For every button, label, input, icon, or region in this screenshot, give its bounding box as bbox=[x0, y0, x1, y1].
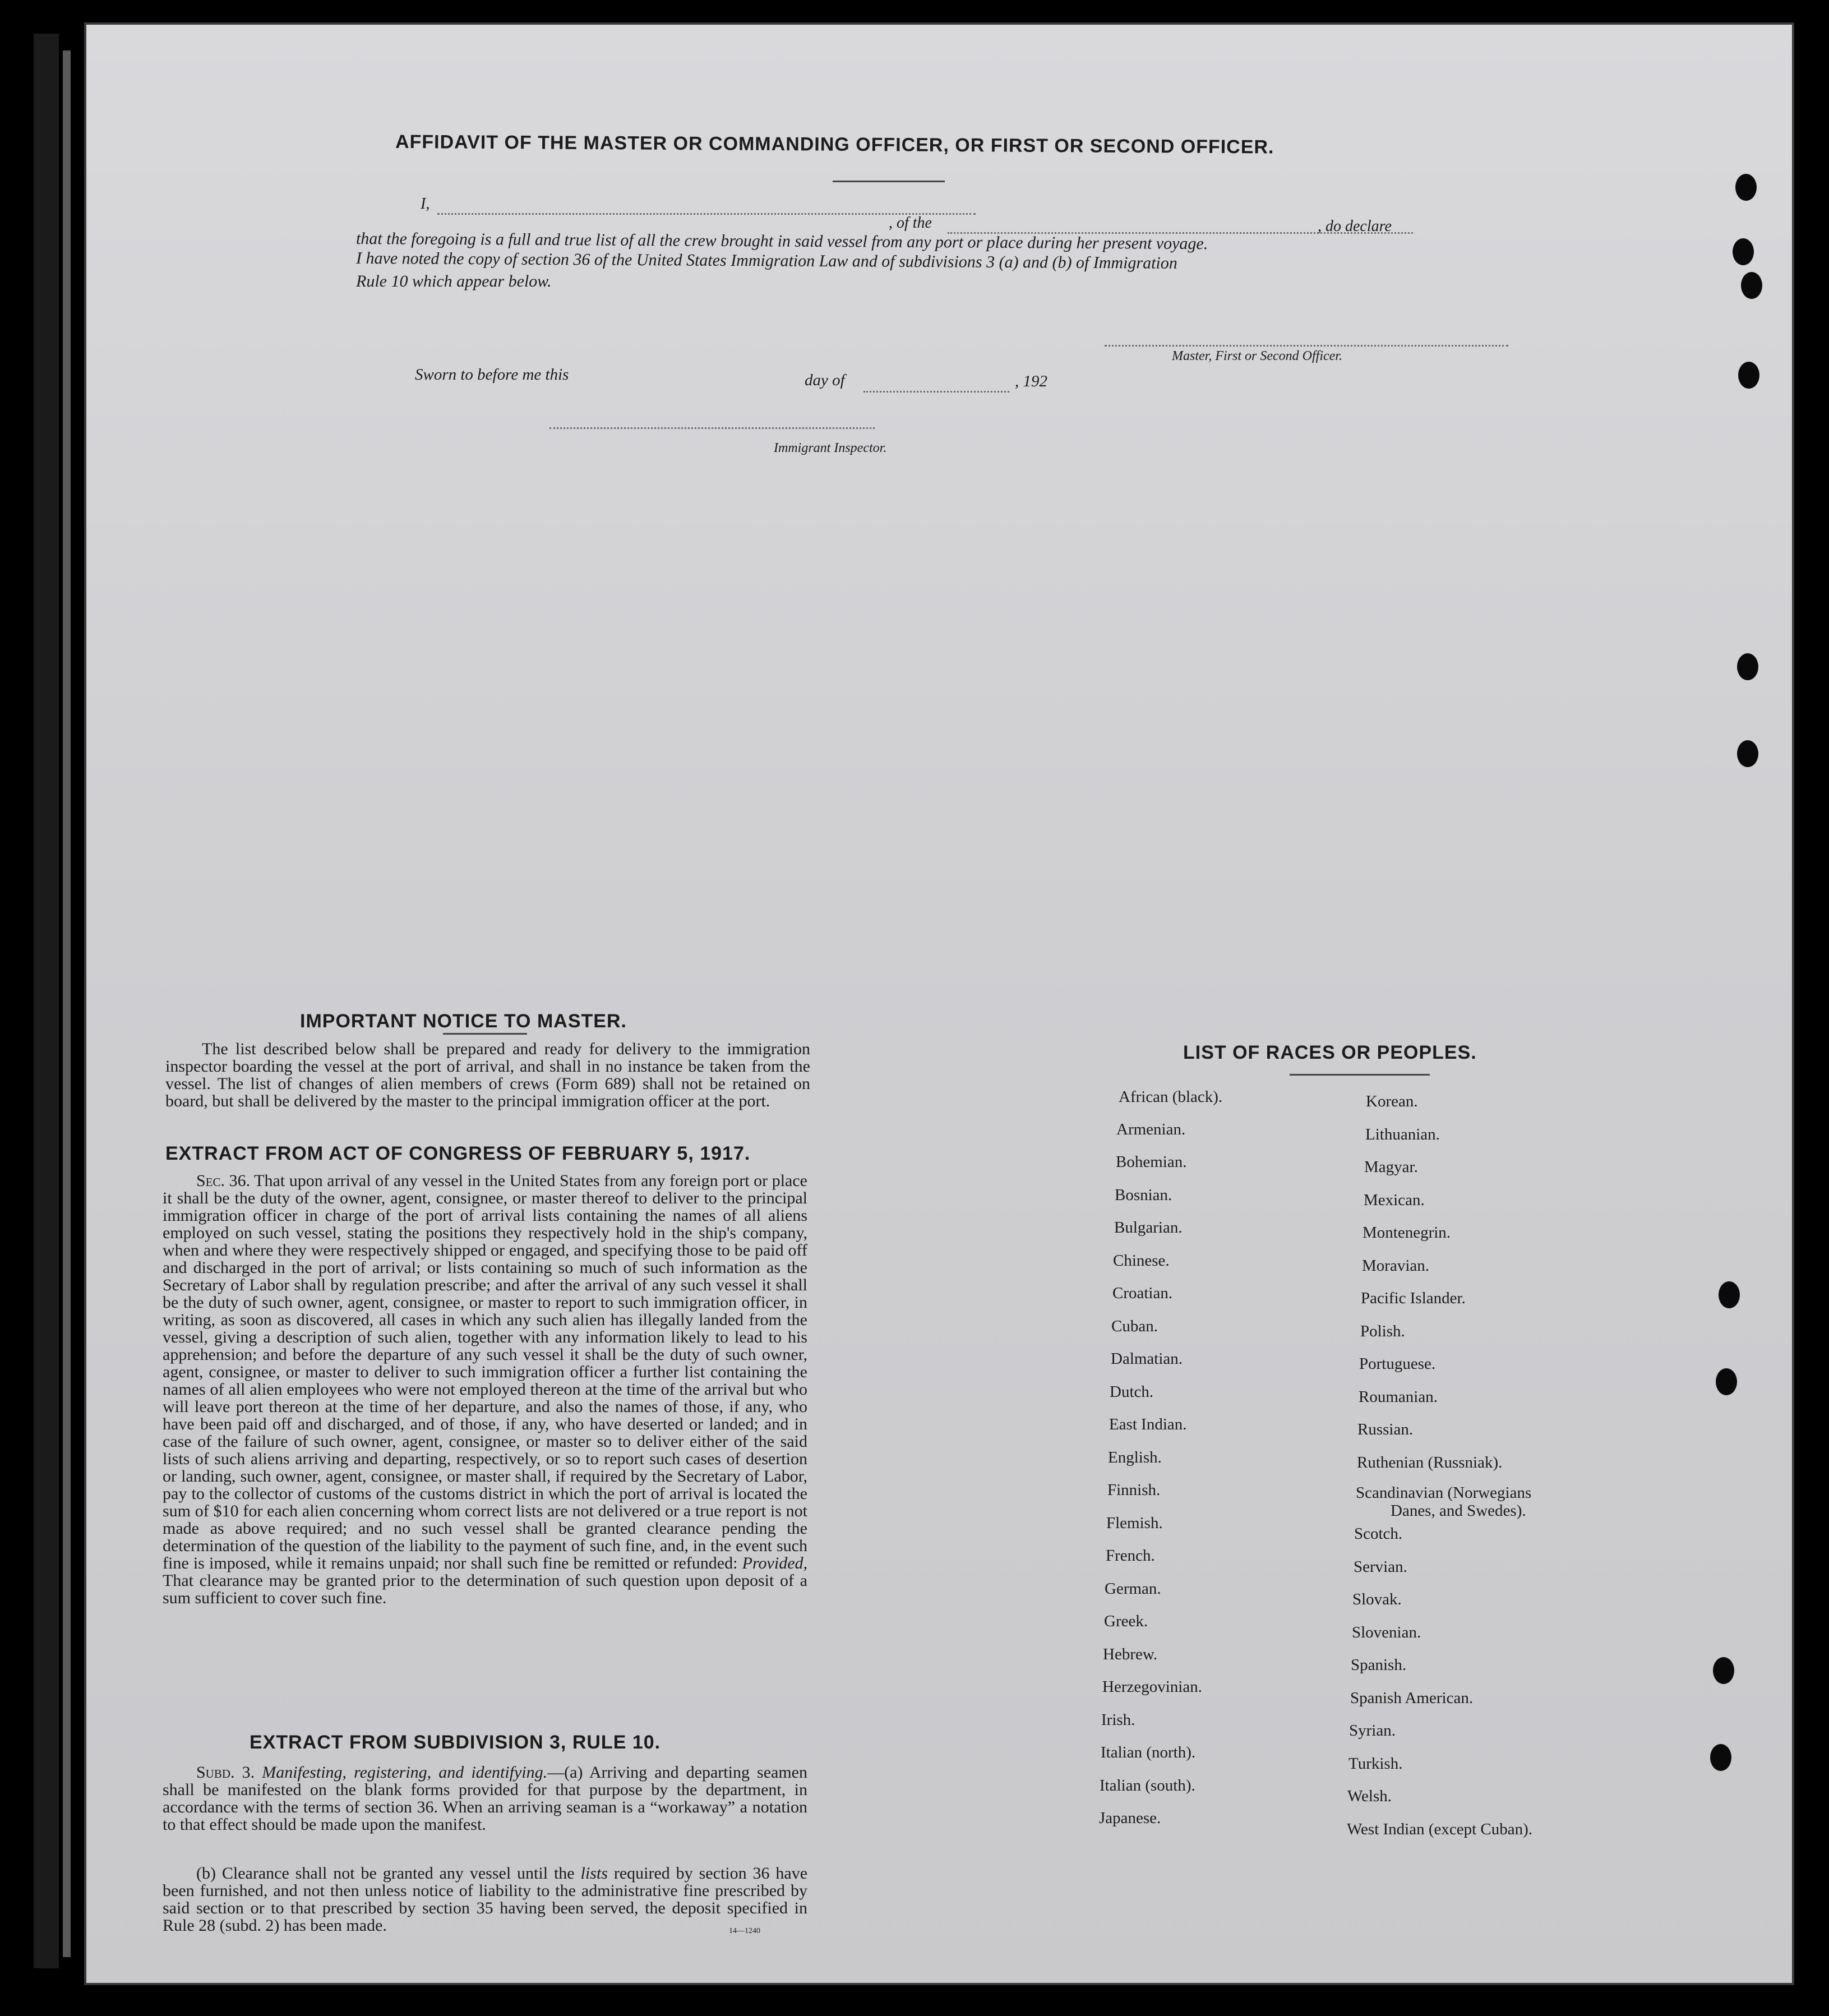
signature-blank[interactable] bbox=[1105, 345, 1508, 347]
rule-title: EXTRACT FROM SUBDIVISION 3, RULE 10. bbox=[250, 1732, 661, 1753]
race-left-item: Chinese. bbox=[1113, 1252, 1170, 1270]
punch-hole bbox=[1738, 362, 1759, 389]
race-left-item: Dalmatian. bbox=[1111, 1350, 1183, 1368]
affidavit-statement-2: I have noted the copy of section 36 of the United States Immigration Law and of subdivisions 3 (a) and (b) of Immigration bbox=[355, 248, 1177, 273]
race-left-item: Italian (north). bbox=[1101, 1743, 1196, 1761]
inspector-label: Immigrant Inspector. bbox=[774, 441, 887, 455]
punch-hole bbox=[1710, 1744, 1731, 1771]
race-left-item: Italian (south). bbox=[1100, 1777, 1195, 1794]
race-left-item: Croatian. bbox=[1112, 1284, 1173, 1302]
notice-text: The list described below shall be prepared and ready for delivery to the immigration inspector boarding the vessel at the port of arrival, and shall in no instance be taken from the vessel. The list of changes of alien members of crews (Form 689) shall not be retained on board, but shall be delivered by the master to the principal immigration officer at the port. bbox=[165, 1040, 810, 1110]
race-right-item: Roumanian. bbox=[1359, 1388, 1438, 1406]
punch-hole bbox=[1737, 740, 1758, 767]
date-blank[interactable] bbox=[863, 391, 1009, 393]
document-page bbox=[84, 22, 1794, 1985]
affidavit-do-declare: , do declare bbox=[1318, 218, 1392, 235]
affidavit-statement-3: Rule 10 which appear below. bbox=[356, 272, 552, 290]
race-right-item: Moravian. bbox=[1362, 1257, 1429, 1275]
race-left-item: Finnish. bbox=[1107, 1481, 1161, 1499]
race-left-item: French. bbox=[1106, 1547, 1155, 1565]
act-provided: Provided, bbox=[742, 1554, 808, 1572]
act-text bbox=[163, 1172, 807, 1607]
rule-subd-label: Subd. 3. bbox=[196, 1763, 255, 1782]
race-left-item: Bohemian. bbox=[1116, 1153, 1187, 1171]
form-code: 14—1240 bbox=[729, 1927, 760, 1935]
rule-subd-heading: Manifesting, registering, and identifying. bbox=[262, 1763, 548, 1782]
race-right-item: Montenegrin. bbox=[1362, 1224, 1451, 1242]
race-right-item: Servian. bbox=[1354, 1558, 1407, 1576]
race-right-item: Welsh. bbox=[1347, 1787, 1392, 1805]
race-right-item: Polish. bbox=[1360, 1322, 1405, 1340]
races-underline bbox=[1290, 1074, 1430, 1076]
rule-para-b-start: (b) Clearance shall not be granted any vessel until the bbox=[196, 1864, 575, 1883]
race-left-item: Dutch. bbox=[1110, 1383, 1154, 1401]
race-left-item: Armenian. bbox=[1116, 1120, 1186, 1138]
affidavit-statement-1: that the foregoing is a full and true list of all the crew brought in said vessel from any port or place during her present voyage. bbox=[355, 229, 1208, 253]
race-left-item: Herzegovinian. bbox=[1102, 1678, 1202, 1696]
race-right-item: Magyar. bbox=[1364, 1158, 1418, 1176]
race-right-item: Spanish. bbox=[1351, 1656, 1407, 1674]
title-underline bbox=[833, 181, 945, 182]
race-left-item: German. bbox=[1105, 1580, 1161, 1598]
race-left-item: East Indian. bbox=[1109, 1415, 1187, 1433]
race-left-item: Flemish. bbox=[1106, 1514, 1163, 1532]
races-title: LIST OF RACES OR PEOPLES. bbox=[1183, 1042, 1477, 1063]
race-left-item: Bulgarian. bbox=[1114, 1219, 1183, 1237]
punch-hole bbox=[1735, 174, 1757, 201]
rule-para-a bbox=[163, 1764, 807, 1833]
punch-hole bbox=[1719, 1281, 1740, 1308]
race-right-item: Russian. bbox=[1357, 1420, 1414, 1438]
race-right-item: West Indian (except Cuban). bbox=[1347, 1820, 1533, 1838]
race-right-item: Slovenian. bbox=[1352, 1623, 1421, 1641]
race-left-item: Greek. bbox=[1104, 1612, 1148, 1630]
act-body-end: That clearance may be granted prior to the determination of such question upon deposit of a sum sufficient to cover such fine. bbox=[163, 1571, 807, 1607]
year-label: , 192 bbox=[1015, 372, 1047, 390]
punch-hole bbox=[1741, 272, 1762, 299]
race-right-item: Pacific Islander. bbox=[1361, 1289, 1466, 1307]
notice-underline bbox=[443, 1033, 527, 1035]
rule-para-b-lists: lists bbox=[580, 1864, 608, 1883]
affidavit-i: I, bbox=[421, 195, 430, 213]
punch-hole bbox=[1713, 1657, 1734, 1684]
race-right-item: Portuguese. bbox=[1359, 1355, 1436, 1373]
rule-para-a-text: —(a) Arriving and departing seamen shall be manifested on the blank forms provided for that purpose by the department, in accordance with the terms of section 36. When an arriving seaman is a “workaway” a notation to that effect should be made upon the manifest. bbox=[163, 1763, 807, 1834]
race-right-item: Scandinavian (Norwegians bbox=[1356, 1484, 1532, 1502]
binding-edge-inner bbox=[63, 50, 71, 1957]
race-right-item: Spanish American. bbox=[1350, 1689, 1474, 1707]
act-title: EXTRACT FROM ACT OF CONGRESS OF FEBRUARY 5, 1917. bbox=[165, 1143, 751, 1164]
race-right-item: Ruthenian (Russniak). bbox=[1357, 1454, 1503, 1471]
affidavit-of-the: , of the bbox=[889, 214, 932, 232]
affidavit-title: AFFIDAVIT OF THE MASTER OR COMMANDING OFFICER, OR FIRST OR SECOND OFFICER. bbox=[395, 131, 1274, 158]
race-left-item: Hebrew. bbox=[1103, 1645, 1158, 1663]
race-left-item: African (black). bbox=[1119, 1088, 1223, 1106]
race-left-item: Bosnian. bbox=[1115, 1186, 1172, 1204]
race-right-item: Slovak. bbox=[1352, 1590, 1402, 1608]
punch-hole bbox=[1716, 1368, 1737, 1395]
race-right-item: Lithuanian. bbox=[1365, 1125, 1440, 1143]
notice-title: IMPORTANT NOTICE TO MASTER. bbox=[300, 1011, 627, 1032]
inspector-blank[interactable] bbox=[549, 427, 875, 429]
race-right-item: Mexican. bbox=[1364, 1191, 1425, 1209]
race-left-item: Japanese. bbox=[1099, 1809, 1161, 1827]
race-left-item: Cuban. bbox=[1111, 1317, 1158, 1335]
race-left-item: Irish. bbox=[1101, 1711, 1135, 1729]
race-right-item: Syrian. bbox=[1349, 1722, 1396, 1740]
signature-label: Master, First or Second Officer. bbox=[1172, 349, 1342, 363]
act-body: That upon arrival of any vessel in the United States from any foreign port or place it shall be the duty of the owner, agent, consignee, or master thereof to deliver to the principal immigration officer in charge of the port of arrival lists containing the names of all aliens employed on such vessel, stating the positions they respectively hold in the ship's company, when and where they were respectively shipped or engaged, and specifying those to be paid off and discharged in the port of arrival; or lists containing so much of such information as the Secretary of Labor shall by regulation prescribe; and after the arrival of any such vessel it shall be the duty of such owner, agent, consignee, or master to report to such immigration officer, in writing, as soon as discovered, all cases in which any such alien has illegally landed from the vessel, giving a description of such alien, together with any information likely to lead to his apprehension; and before the departure of any such vessel it shall be the duty of such owner, agent, consignee, or master to deliver to such immigration officer a further list containing the names of all alien employees who were not employed thereon at the time of the arrival but who will leave port thereon at the time of her departure, and also the names of those, if any, who have been paid off and discharged, and of those, if any, who have deserted or landed; and in case of the failure of such owner, agent, consignee, or master so to deliver either of the said lists of such aliens arriving and departing, respectively, or so to report such cases of desertion or landing, such owner, agent, consignee, or master shall, if required by the Secretary of Labor, pay to the collector of customs of the customs district in which the port of arrival is located the sum of $10 for each alien concerning whom correct lists are not delivered or a true report is not made as above required; and no such vessel shall be granted clearance pending the determination of the question of the liability to the payment of such fine, and, in the event such fine is imposed, while it remains unpaid; nor shall such fine be remitted or refunded: bbox=[163, 1171, 807, 1572]
rule-para-b bbox=[163, 1865, 807, 1934]
binding-edge bbox=[34, 34, 59, 1968]
race-right-item: Turkish. bbox=[1348, 1755, 1403, 1773]
punch-hole bbox=[1737, 653, 1758, 680]
race-right-item: Scotch. bbox=[1354, 1525, 1403, 1543]
race-left-item: English. bbox=[1108, 1448, 1162, 1466]
race-right-item: Danes, and Swedes). bbox=[1391, 1502, 1526, 1520]
rule-para-b-end: required by section 36 have been furnished, and not then unless notice of liability to the administrative fine prescribed by said section or to that prescribed by section 35 having been served, the deposit specified in Rule 28 (subd. 2) has been made. bbox=[163, 1864, 808, 1935]
race-right-item: Korean. bbox=[1366, 1092, 1418, 1110]
act-sec-label: Sec. 36. bbox=[196, 1171, 251, 1190]
punch-hole bbox=[1733, 238, 1754, 265]
day-of-label: day of bbox=[805, 371, 845, 389]
sworn-label: Sworn to before me this bbox=[415, 366, 569, 384]
